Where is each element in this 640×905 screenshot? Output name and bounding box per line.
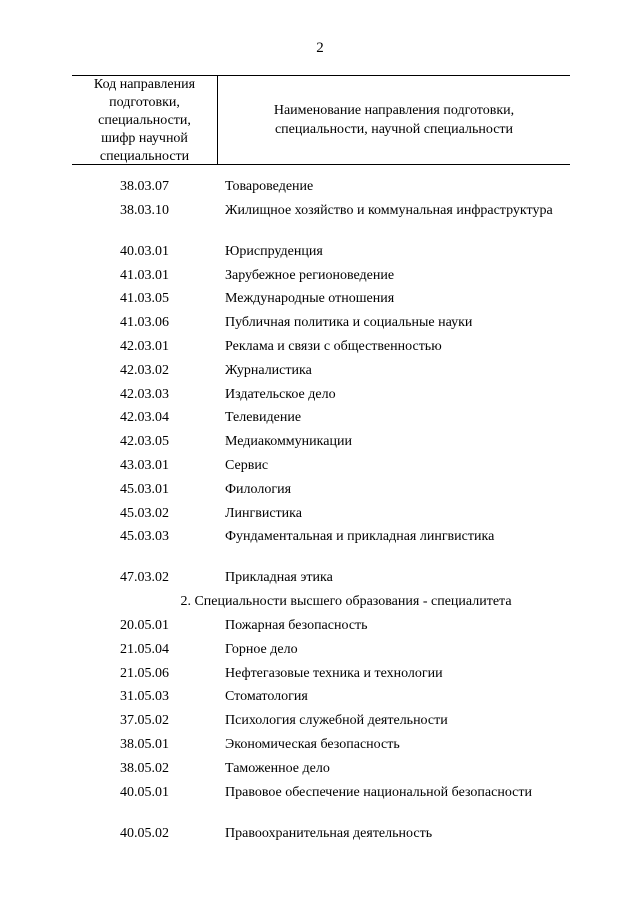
row-code: 45.03.01 <box>120 481 169 497</box>
table-row <box>72 267 570 291</box>
row-name: Стоматология <box>225 689 308 705</box>
table-block-bachelor <box>72 178 570 593</box>
row-code: 42.03.02 <box>120 362 169 378</box>
row-name: Экономическая безопасность <box>225 736 400 752</box>
table-row <box>72 528 570 569</box>
table-row <box>72 617 570 641</box>
row-code: 41.03.05 <box>120 291 169 307</box>
row-name: Правоохранительная деятельность <box>225 825 433 841</box>
header-name-label: Наименование направления подготовки, специальности, научной специальности <box>273 103 515 137</box>
row-name: Международные отношения <box>225 291 395 307</box>
page-number: 2 <box>316 40 324 56</box>
row-code: 42.03.03 <box>120 386 169 402</box>
header-code-label: Код направления подготовки, специальности, шифр научной специальности <box>93 77 196 164</box>
header-name-column <box>218 76 570 164</box>
table-row <box>72 314 570 338</box>
row-code: 38.03.10 <box>120 202 169 218</box>
row-name: Прикладная этика <box>225 570 333 586</box>
row-name: Сервис <box>225 457 269 473</box>
row-code: 47.03.02 <box>120 570 169 586</box>
table-row <box>72 505 570 529</box>
table-row <box>72 825 570 849</box>
row-code: 41.03.06 <box>120 315 169 331</box>
section-title: 2. Специальности высшего образования - специалитета <box>180 594 512 610</box>
row-name: Медиакоммуникации <box>225 434 352 450</box>
row-code: 45.03.02 <box>120 505 169 521</box>
table-row <box>72 736 570 760</box>
table-row <box>72 433 570 457</box>
specialties-table <box>72 75 570 848</box>
row-name: Нефтегазовые техника и технологии <box>225 665 443 681</box>
row-code: 42.03.01 <box>120 338 169 354</box>
row-name: Публичная политика и социальные науки <box>225 315 473 331</box>
header-code-column <box>72 76 218 164</box>
table-row <box>72 290 570 314</box>
row-code: 21.05.06 <box>120 665 169 681</box>
table-row <box>72 665 570 689</box>
row-code: 40.05.01 <box>120 784 169 800</box>
row-code: 40.03.01 <box>120 243 169 259</box>
row-name: Таможенное дело <box>225 760 330 776</box>
row-name: Фундаментальная и прикладная лингвистика <box>225 529 495 545</box>
row-name: Зарубежное регионоведение <box>225 267 395 283</box>
row-code: 38.05.02 <box>120 760 169 776</box>
row-code: 41.03.01 <box>120 267 169 283</box>
row-code: 31.05.03 <box>120 689 169 705</box>
row-name: Горное дело <box>225 641 298 657</box>
table-row <box>72 784 570 825</box>
row-code: 21.05.04 <box>120 641 169 657</box>
table-row <box>72 760 570 784</box>
table-row <box>72 362 570 386</box>
row-name: Журналистика <box>225 362 312 378</box>
row-name: Лингвистика <box>225 505 302 521</box>
row-name: Реклама и связи с общественностью <box>225 338 442 354</box>
row-name: Жилищное хозяйство и коммунальная инфраструктура <box>225 202 553 218</box>
row-name: Правовое обеспечение национальной безопасности <box>225 784 532 800</box>
row-code: 40.05.02 <box>120 825 169 841</box>
row-code: 42.03.04 <box>120 410 169 426</box>
row-name: Товароведение <box>225 179 314 194</box>
row-code: 20.05.01 <box>120 617 169 633</box>
table-row <box>72 338 570 362</box>
row-code: 43.03.01 <box>120 457 169 473</box>
row-name: Психология служебной деятельности <box>225 713 448 729</box>
table-row <box>72 569 570 593</box>
table-row <box>72 178 570 202</box>
row-code: 45.03.03 <box>120 529 169 545</box>
row-code: 38.03.07 <box>120 179 169 194</box>
row-name: Юриспруденция <box>225 243 323 259</box>
table-block-specialist <box>72 617 570 848</box>
row-name: Издательское дело <box>225 386 336 402</box>
row-name: Телевидение <box>225 410 302 426</box>
row-name: Пожарная безопасность <box>225 617 368 633</box>
table-row <box>72 386 570 410</box>
table-row <box>72 481 570 505</box>
row-code: 38.05.01 <box>120 736 169 752</box>
table-row <box>72 688 570 712</box>
table-row <box>72 641 570 665</box>
row-code: 42.03.05 <box>120 434 169 450</box>
table-row <box>72 457 570 481</box>
row-code: 37.05.02 <box>120 713 169 729</box>
table-body <box>72 165 570 848</box>
table-header <box>72 75 570 165</box>
table-row <box>72 409 570 433</box>
row-name: Филология <box>225 481 292 497</box>
table-row <box>72 243 570 267</box>
table-row <box>72 202 570 243</box>
table-row <box>72 712 570 736</box>
